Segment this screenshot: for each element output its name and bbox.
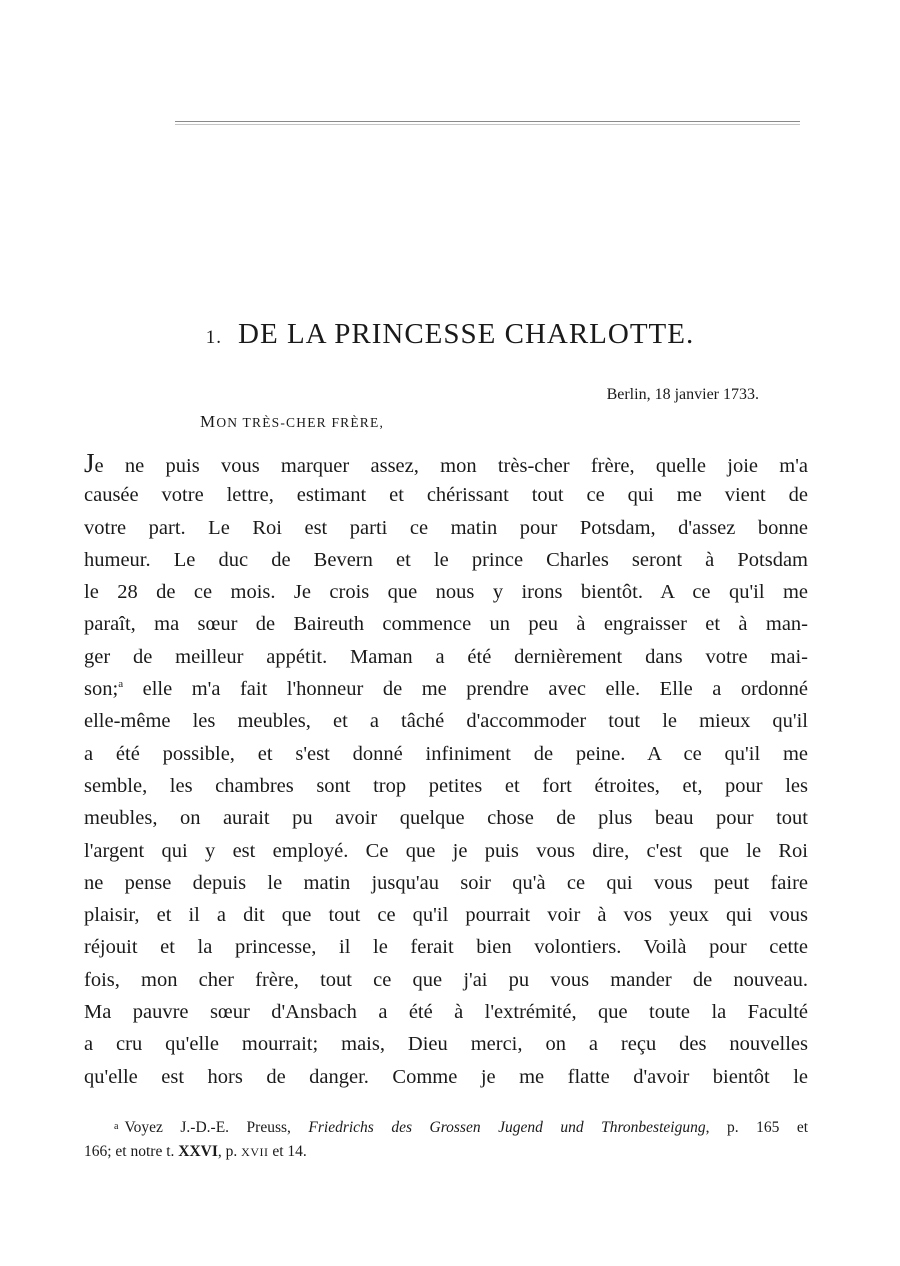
letter-body <box>84 447 808 1093</box>
body-line: son;$^a$ elle m'a fait l'honneur de me prendre avec elle. Elle a ordonné <box>84 678 809 701</box>
body-line: votre part. Le Roi est parti ce matin pour Potsdam, d'assez bonne <box>84 516 808 539</box>
body-line: elle-même les meubles, et a tâché d'accommoder tout le mieux qu'il <box>84 710 808 733</box>
drop-cap: J <box>84 448 95 478</box>
body-line: Ma pauvre sœur d'Ansbach a été à l'extrémité, que toute la Faculté <box>84 1001 808 1024</box>
footnote-marker: a <box>114 1121 119 1132</box>
salutation-rest: ON TRÈS-CHER FRÈRE, <box>216 415 385 430</box>
letter-title: DE LA PRINCESSE CHARLOTTE. <box>238 318 695 350</box>
body-line: fois, mon cher frère, tout ce que j'ai pu vous mander de nouveau. <box>84 968 808 991</box>
dateline: Berlin, 18 janvier 1733. <box>606 386 759 403</box>
salutation <box>200 412 384 432</box>
cited-work-title: Friedrichs des Grossen Jugend und Thronbesteigung <box>308 1119 706 1136</box>
body-line: ne pense depuis le matin jusqu'au soir qu'à ce qui vous peut faire <box>84 871 808 894</box>
letter-number: 1. <box>205 327 223 348</box>
volume-number: XXVI <box>178 1143 218 1160</box>
body-line: paraît, ma sœur de Baireuth commence un peu à engraisser et à man- <box>84 613 808 636</box>
footnote <box>84 1114 808 1164</box>
header-rule <box>175 121 800 122</box>
body-line: l'argent qui y est employé. Ce que je puis vous dire, c'est que le Roi <box>84 839 808 862</box>
letter-heading <box>0 318 900 351</box>
page-roman-numeral: XVII <box>241 1145 269 1159</box>
body-line: humeur. Le duc de Bevern et le prince Charles seront à Potsdam <box>84 548 808 571</box>
body-line: qu'elle est hors de danger. Comme je me flatte d'avoir bientôt le <box>84 1065 808 1088</box>
footnote-reference[interactable]: a <box>118 678 124 691</box>
body-line: Je ne puis vous marquer assez, mon très-cher frère, quelle joie m'a <box>84 448 808 478</box>
body-line: meubles, on aurait pu avoir quelque chose de plus beau pour tout <box>84 807 808 830</box>
body-line: réjouit et la princesse, il le ferait bien volontiers. Voilà pour cette <box>84 936 808 959</box>
footnote-line: 166; et notre t. XXVI, p. XVII et 14. <box>84 1143 307 1160</box>
body-line: le 28 de ce mois. Je crois que nous y irons bientôt. A ce qu'il me <box>84 581 808 604</box>
body-line: plaisir, et il a dit que tout ce qu'il pourrait voir à vos yeux qui vous <box>84 904 808 927</box>
body-line: a été possible, et s'est donné infiniment de peine. A ce qu'il me <box>84 742 808 765</box>
body-line: semble, les chambres sont trop petites et fort étroites, et, pour les <box>84 774 808 797</box>
salutation-initial: M <box>200 412 217 431</box>
body-line: a cru qu'elle mourrait; mais, Dieu merci, on a reçu des nouvelles <box>84 1033 808 1056</box>
footnote-line: a Voyez J.-D.-E. Preuss, Friedrichs des Grossen Jugend und Thronbesteigung, p. 165 et <box>114 1119 809 1136</box>
header-rule-faint <box>175 124 800 125</box>
body-line: causée votre lettre, estimant et chérissant tout ce qui me vient de <box>84 484 808 507</box>
body-line: ger de meilleur appétit. Maman a été dernièrement dans votre mai- <box>84 645 808 668</box>
